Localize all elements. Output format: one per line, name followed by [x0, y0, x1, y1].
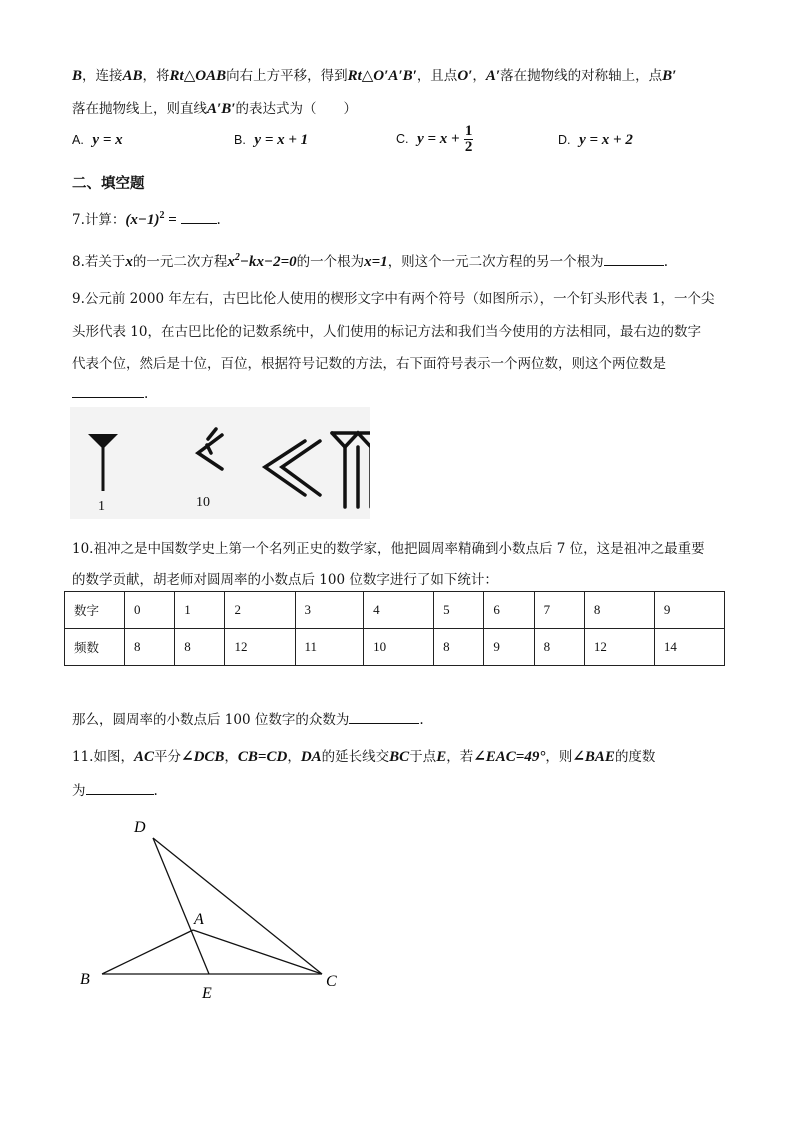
label-b: B: [80, 971, 90, 988]
q8-period: .: [663, 254, 668, 270]
q11-point-e: E: [436, 749, 447, 765]
q8-eq-exp: 2: [234, 252, 240, 263]
q11-text: 的度数: [614, 749, 656, 765]
option-expr: y = x + 1: [254, 132, 309, 148]
segment-ac: [193, 930, 322, 974]
q11-angle-dcb: ∠DCB: [181, 749, 225, 765]
option-label: D.: [558, 133, 571, 147]
q11-angle-eac: ∠EAC=49°: [473, 749, 546, 765]
q6-triangle-prime: Rt△O′A′B′: [347, 68, 417, 84]
pi-digit-frequency-table: [64, 591, 725, 666]
fraction-denominator: 2: [464, 139, 473, 155]
q6-text: ，: [472, 68, 486, 84]
q7-base: (x−1): [125, 212, 160, 228]
q7-prefix: 7.计算：: [72, 212, 126, 228]
table-cell: 9: [654, 592, 724, 629]
q7-expr: [125, 212, 180, 228]
table-cell: 2: [225, 592, 295, 629]
table-cell: 7: [534, 592, 584, 629]
table-row: [65, 592, 725, 629]
q6-text: 落在抛物线上，则直线: [72, 101, 207, 117]
q11-text: 的延长线交: [321, 749, 390, 765]
fraction-one-half: [464, 124, 474, 155]
q6-line-2: [72, 97, 357, 118]
q11-text: 为: [72, 783, 86, 799]
label-d: D: [134, 819, 146, 836]
q8: [72, 250, 668, 271]
q11-answer-blank[interactable]: [86, 780, 154, 795]
q11-seg-da: DA: [300, 749, 322, 765]
q6-text: 的表达式为（ ）: [235, 101, 357, 117]
q11-angle-bae: ∠BAE: [572, 749, 615, 765]
q7-equals: =: [164, 212, 181, 228]
q10-after: [72, 708, 424, 728]
q10-period: .: [419, 712, 424, 728]
table-cell: 8: [584, 592, 654, 629]
table-cell: 3: [295, 592, 364, 629]
q9-answer-blank[interactable]: [72, 383, 144, 398]
option-label: B.: [234, 133, 246, 147]
cuneiform-label-10: 10: [196, 495, 210, 510]
q8-equation: [227, 254, 296, 270]
segment-ba: [102, 930, 193, 974]
q11-text: 于点: [409, 749, 437, 765]
q9-line-2: 头形代表 10，在古巴比伦的记数系统中，人们使用的标记方法和我们当今使用的方法相同，最右边的数字: [72, 324, 701, 340]
option-label: C.: [396, 132, 409, 146]
q8-var-x: x: [125, 254, 133, 270]
table-cell: 5: [434, 592, 484, 629]
q8-text: 8.若关于: [72, 254, 126, 270]
segment-de: [153, 838, 209, 974]
q6-point-o-prime: O′: [457, 68, 473, 84]
q7-exponent: 2: [159, 210, 165, 221]
q9-period: .: [144, 386, 149, 402]
q11-period: .: [153, 783, 158, 799]
q11-seg-ac: AC: [133, 749, 154, 765]
label-a: A: [194, 911, 204, 928]
q6-text: ，且点: [416, 68, 458, 84]
q11-text: 11.如图，: [72, 749, 134, 765]
q10-line-1: 10.祖冲之是中国数学史上第一个名列正史的数学家，他把圆周率精确到小数点后 7 位，这是祖冲之最重要: [72, 541, 705, 557]
q11-line-1: [72, 745, 655, 766]
q6-line-1: [72, 64, 676, 85]
q9-line-3: 代表个位，然后是十位，百位，根据符号记数的方法，右下面符号表示一个两位数，则这个两位数是: [72, 356, 666, 372]
q11-text: ，则: [545, 749, 573, 765]
geometry-figure: [70, 808, 370, 1012]
table-cell: 0: [125, 592, 175, 629]
table-cell: 12: [584, 629, 654, 666]
cuneiform-symbols: [70, 407, 370, 519]
fraction-numerator: 1: [464, 123, 473, 139]
q11-seg-bc: BC: [389, 749, 410, 765]
q8-text: ，则这个一元二次方程的另一个根为: [387, 254, 604, 270]
q6-option-c[interactable]: [396, 124, 473, 155]
q9-line-4: [72, 383, 148, 402]
option-label: A.: [72, 133, 84, 147]
q9-line-1: 9.公元前 2000 年左右，古巴比伦人使用的楔形文字中有两个符号（如图所示），一个钉头形代表 1，一个尖: [72, 291, 715, 307]
q10-after-text: 那么，圆周率的小数点后 100 位数字的众数为: [72, 712, 350, 728]
table-cell: 6: [484, 592, 534, 629]
table-cell: 12: [225, 629, 295, 666]
q6-text: ，将: [142, 68, 170, 84]
q6-text: 向右上方平移，得到: [226, 68, 348, 84]
segment-dc: [153, 838, 322, 974]
q7-period: .: [216, 212, 221, 228]
q6-triangle-oab: Rt△OAB: [169, 68, 227, 84]
table-cell: 9: [484, 629, 534, 666]
q6-point-b-prime: B′: [662, 68, 677, 84]
q6-segment-ab: AB: [122, 68, 143, 84]
q6-option-b[interactable]: [234, 132, 308, 149]
q8-answer-blank[interactable]: [604, 251, 664, 266]
q11-text: ，: [224, 749, 238, 765]
cuneiform-figure: [70, 407, 370, 519]
option-expr: y = x +: [417, 131, 460, 147]
q11-text: ，若: [446, 749, 474, 765]
q10-answer-blank[interactable]: [349, 709, 419, 724]
q6-point-b: B: [72, 68, 83, 84]
q10-line-2: 的数学贡献，胡老师对圆周率的小数点后 100 位数字进行了如下统计：: [72, 572, 498, 588]
option-expr: y = x: [92, 132, 123, 148]
q8-eq-x: x: [227, 254, 235, 270]
table-cell: 8: [434, 629, 484, 666]
table-cell: 8: [125, 629, 175, 666]
table-cell: 1: [175, 592, 225, 629]
table-cell: 14: [654, 629, 724, 666]
table-row: [65, 629, 725, 666]
table-cell: 11: [295, 629, 364, 666]
q11-cb-cd: CB=CD: [237, 749, 288, 765]
table-cell: 10: [364, 629, 434, 666]
table-cell: 8: [175, 629, 225, 666]
q6-line-ab-prime: A′B′: [207, 101, 236, 117]
q7-answer-blank[interactable]: [181, 209, 217, 224]
label-c: C: [326, 973, 337, 990]
q8-root: x=1: [364, 254, 388, 270]
cuneiform-two-digit-symbol: [265, 433, 370, 507]
q11-text: ，: [287, 749, 301, 765]
table-header-digit: 数字: [65, 592, 125, 629]
cuneiform-ten-symbol: [198, 429, 222, 469]
triangle-diagram: [70, 808, 370, 1008]
q6-point-a-prime: A′: [485, 68, 501, 84]
label-e: E: [202, 985, 212, 1002]
q8-eq-rest: −kx−2=0: [239, 254, 297, 270]
option-expr: y = x + 2: [579, 132, 633, 148]
cuneiform-label-1: 1: [98, 499, 105, 514]
table-cell: 8: [534, 629, 584, 666]
q11-line-2: [72, 779, 158, 799]
q8-text: 的一元二次方程: [132, 254, 228, 270]
q6-option-d[interactable]: [558, 132, 633, 149]
q11-text: 平分: [154, 749, 181, 765]
q8-text: 的一个根为: [296, 254, 365, 270]
table-header-frequency: 频数: [65, 629, 125, 666]
q6-text: ，连接: [82, 68, 123, 84]
cuneiform-one-symbol: [88, 434, 118, 491]
table-cell: 4: [364, 592, 434, 629]
q7: [72, 208, 221, 229]
q6-option-a[interactable]: [72, 132, 123, 149]
section-heading-fill-in: 二、填空题: [72, 176, 145, 192]
q6-text: 落在抛物线的对称轴上，点: [500, 68, 663, 84]
